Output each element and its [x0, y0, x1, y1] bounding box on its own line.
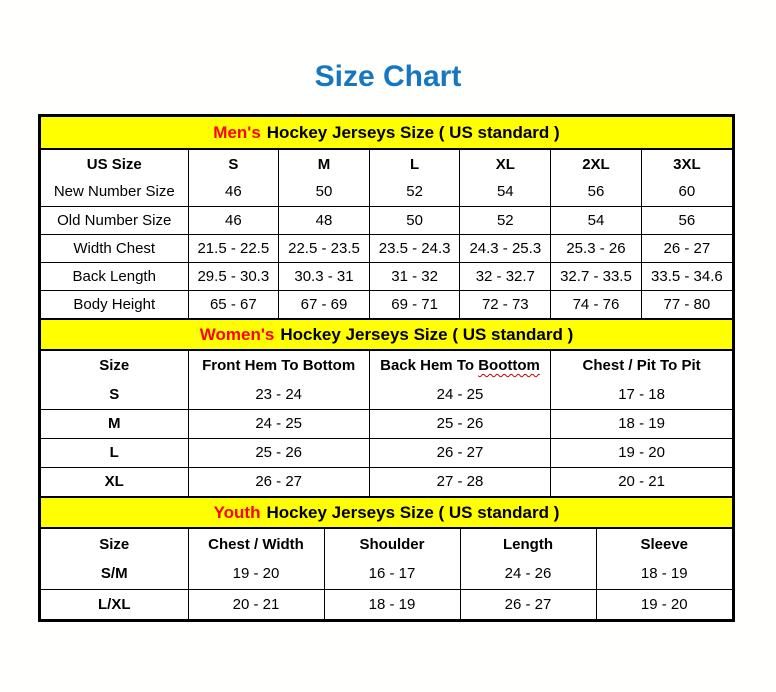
table-row — [41, 290, 732, 318]
column-header: XL — [460, 150, 551, 178]
youth-section-highlight: Youth — [213, 502, 261, 522]
size-value-cell: 30.3 - 31 — [279, 262, 370, 290]
column-header: Front Hem To Bottom — [188, 351, 369, 380]
size-value-cell: 25.3 - 26 — [551, 234, 642, 262]
table-row — [41, 234, 732, 262]
table-row — [41, 559, 732, 589]
size-value-cell: 18 - 19 — [596, 559, 732, 589]
mens-size-table — [41, 150, 732, 318]
size-value-cell: 25 - 26 — [188, 438, 369, 467]
size-value-cell: 32 - 32.7 — [460, 262, 551, 290]
size-value-cell: 20 - 21 — [551, 467, 732, 496]
row-label: S — [41, 380, 188, 409]
row-label: L/XL — [41, 589, 188, 619]
size-value-cell: 65 - 67 — [188, 290, 279, 318]
size-value-cell: 19 - 20 — [551, 438, 732, 467]
size-value-cell: 18 - 19 — [324, 589, 460, 619]
table-row — [41, 467, 732, 496]
size-value-cell: 52 — [369, 178, 460, 206]
table-row — [41, 178, 732, 206]
column-header: Sleeve — [596, 529, 732, 559]
size-value-cell: 26 - 27 — [641, 234, 732, 262]
womens-section-header — [41, 318, 732, 351]
size-value-cell: 27 - 28 — [369, 467, 550, 496]
size-value-cell: 24 - 26 — [460, 559, 596, 589]
size-value-cell: 31 - 32 — [369, 262, 460, 290]
size-chart-table — [38, 114, 735, 622]
column-header: Length — [460, 529, 596, 559]
mens-section — [41, 117, 732, 318]
size-value-cell: 20 - 21 — [188, 589, 324, 619]
table-row — [41, 409, 732, 438]
row-label: M — [41, 409, 188, 438]
row-label: Width Chest — [41, 234, 188, 262]
size-value-cell: 54 — [460, 178, 551, 206]
size-value-cell: 19 - 20 — [596, 589, 732, 619]
table-row — [41, 262, 732, 290]
size-value-cell: 54 — [551, 206, 642, 234]
row-label: Body Height — [41, 290, 188, 318]
size-value-cell: 74 - 76 — [551, 290, 642, 318]
column-header: Size — [41, 351, 188, 380]
youth-section — [41, 496, 732, 619]
mens-section-title: Hockey Jerseys Size ( US standard ) — [266, 122, 560, 142]
size-value-cell: 56 — [551, 178, 642, 206]
size-value-cell: 21.5 - 22.5 — [188, 234, 279, 262]
size-value-cell: 77 - 80 — [641, 290, 732, 318]
page-title: Size Chart — [314, 60, 462, 93]
spellcheck-underlined-word: Boottom — [478, 357, 540, 374]
size-value-cell: 18 - 19 — [551, 409, 732, 438]
column-header: 2XL — [551, 150, 642, 178]
size-value-cell: 23.5 - 24.3 — [369, 234, 460, 262]
size-value-cell: 69 - 71 — [369, 290, 460, 318]
row-label: L — [41, 438, 188, 467]
column-header: Shoulder — [324, 529, 460, 559]
size-value-cell: 60 — [641, 178, 732, 206]
column-header: M — [279, 150, 370, 178]
size-value-cell: 22.5 - 23.5 — [279, 234, 370, 262]
mens-section-header — [41, 117, 732, 150]
size-value-cell: 24 - 25 — [369, 380, 550, 409]
youth-size-table — [41, 529, 732, 619]
size-value-cell: 33.5 - 34.6 — [641, 262, 732, 290]
row-label: Back Length — [41, 262, 188, 290]
mens-section-highlight: Men's — [213, 122, 261, 142]
column-header: 3XL — [641, 150, 732, 178]
size-value-cell: 32.7 - 33.5 — [551, 262, 642, 290]
row-label: New Number Size — [41, 178, 188, 206]
size-value-cell: 50 — [369, 206, 460, 234]
size-value-cell: 26 - 27 — [188, 467, 369, 496]
womens-section — [41, 318, 732, 496]
size-value-cell: 46 — [188, 206, 279, 234]
size-value-cell: 24.3 - 25.3 — [460, 234, 551, 262]
row-label: XL — [41, 467, 188, 496]
size-value-cell: 56 — [641, 206, 732, 234]
size-value-cell: 16 - 17 — [324, 559, 460, 589]
womens-section-title: Hockey Jerseys Size ( US standard ) — [280, 324, 574, 344]
size-value-cell: 29.5 - 30.3 — [188, 262, 279, 290]
column-header: Chest / Pit To Pit — [551, 351, 732, 380]
womens-size-table — [41, 351, 732, 496]
column-header: Chest / Width — [188, 529, 324, 559]
table-row — [41, 589, 732, 619]
size-value-cell: 19 - 20 — [188, 559, 324, 589]
header-row — [41, 351, 732, 380]
table-row — [41, 380, 732, 409]
womens-section-highlight: Women's — [199, 324, 275, 344]
youth-section-header — [41, 496, 732, 529]
size-value-cell: 26 - 27 — [369, 438, 550, 467]
size-value-cell: 72 - 73 — [460, 290, 551, 318]
column-header: L — [369, 150, 460, 178]
table-row — [41, 206, 732, 234]
size-value-cell: 52 — [460, 206, 551, 234]
size-value-cell: 24 - 25 — [188, 409, 369, 438]
size-value-cell: 67 - 69 — [279, 290, 370, 318]
size-value-cell: 26 - 27 — [460, 589, 596, 619]
size-value-cell: 50 — [279, 178, 370, 206]
column-header: US Size — [41, 150, 188, 178]
size-value-cell: 23 - 24 — [188, 380, 369, 409]
row-label: Old Number Size — [41, 206, 188, 234]
size-value-cell: 25 - 26 — [369, 409, 550, 438]
table-row — [41, 438, 732, 467]
size-value-cell: 17 - 18 — [551, 380, 732, 409]
header-row — [41, 150, 732, 178]
youth-section-title: Hockey Jerseys Size ( US standard ) — [266, 502, 560, 522]
column-header: Back Hem To Boottom — [369, 351, 550, 380]
column-header: Size — [41, 529, 188, 559]
row-label: S/M — [41, 559, 188, 589]
header-row — [41, 529, 732, 559]
size-value-cell: 46 — [188, 178, 279, 206]
column-header: S — [188, 150, 279, 178]
size-value-cell: 48 — [279, 206, 370, 234]
